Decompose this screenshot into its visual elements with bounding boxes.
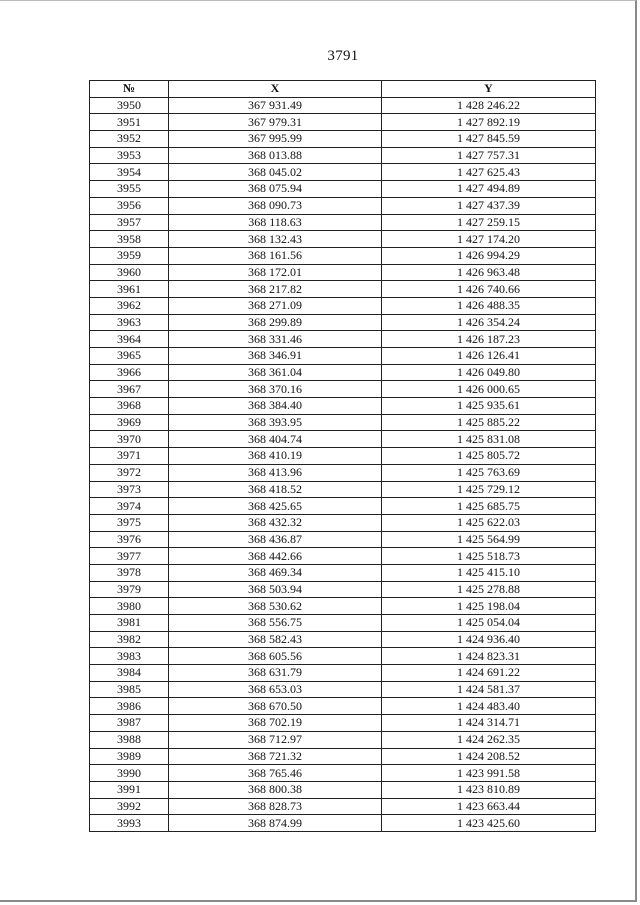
cell-y: 1 425 831.08 <box>382 431 596 448</box>
cell-y: 1 428 246.22 <box>382 97 596 114</box>
table-row <box>90 581 596 598</box>
table-row <box>90 815 596 832</box>
cell-y: 1 425 805.72 <box>382 448 596 465</box>
cell-x: 368 217.82 <box>169 281 382 298</box>
table-row <box>90 97 596 114</box>
cell-x: 368 712.97 <box>169 731 382 748</box>
cell-x: 368 605.56 <box>169 648 382 665</box>
cell-number: 3990 <box>90 765 169 782</box>
cell-number: 3953 <box>90 147 169 164</box>
cell-x: 368 530.62 <box>169 598 382 615</box>
cell-x: 368 410.19 <box>169 448 382 465</box>
cell-x: 368 432.32 <box>169 514 382 531</box>
cell-number: 3970 <box>90 431 169 448</box>
cell-x: 368 721.32 <box>169 748 382 765</box>
cell-number: 3958 <box>90 231 169 248</box>
cell-number: 3974 <box>90 498 169 515</box>
cell-x: 368 765.46 <box>169 765 382 782</box>
cell-number: 3961 <box>90 281 169 298</box>
cell-x: 368 045.02 <box>169 164 382 181</box>
table-row <box>90 498 596 515</box>
cell-number: 3978 <box>90 564 169 581</box>
cell-y: 1 424 691.22 <box>382 665 596 682</box>
table-row <box>90 464 596 481</box>
cell-y: 1 426 126.41 <box>382 348 596 365</box>
cell-x: 368 404.74 <box>169 431 382 448</box>
cell-x: 368 631.79 <box>169 665 382 682</box>
table-row <box>90 481 596 498</box>
cell-y: 1 424 936.40 <box>382 631 596 648</box>
cell-x: 368 582.43 <box>169 631 382 648</box>
table-row <box>90 164 596 181</box>
cell-x: 367 931.49 <box>169 97 382 114</box>
cell-number: 3954 <box>90 164 169 181</box>
cell-y: 1 423 810.89 <box>382 781 596 798</box>
cell-x: 368 075.94 <box>169 181 382 198</box>
table-row <box>90 398 596 415</box>
table-row <box>90 598 596 615</box>
cell-x: 368 702.19 <box>169 715 382 732</box>
cell-y: 1 426 994.29 <box>382 247 596 264</box>
cell-x: 368 503.94 <box>169 581 382 598</box>
cell-x: 367 995.99 <box>169 131 382 148</box>
cell-y: 1 427 494.89 <box>382 181 596 198</box>
table-row <box>90 781 596 798</box>
table-row <box>90 247 596 264</box>
cell-y: 1 427 757.31 <box>382 147 596 164</box>
header-x: X <box>169 81 382 98</box>
cell-y: 1 425 685.75 <box>382 498 596 515</box>
cell-number: 3982 <box>90 631 169 648</box>
table-row <box>90 564 596 581</box>
cell-number: 3972 <box>90 464 169 481</box>
cell-number: 3979 <box>90 581 169 598</box>
cell-y: 1 424 581.37 <box>382 681 596 698</box>
table-body <box>90 97 596 831</box>
cell-y: 1 425 935.61 <box>382 398 596 415</box>
cell-number: 3971 <box>90 448 169 465</box>
cell-x: 368 346.91 <box>169 348 382 365</box>
cell-y: 1 425 564.99 <box>382 531 596 548</box>
cell-y: 1 426 354.24 <box>382 314 596 331</box>
table-row <box>90 281 596 298</box>
table-row <box>90 798 596 815</box>
cell-x: 368 132.43 <box>169 231 382 248</box>
cell-x: 368 370.16 <box>169 381 382 398</box>
cell-x: 368 828.73 <box>169 798 382 815</box>
cell-number: 3969 <box>90 414 169 431</box>
cell-y: 1 427 625.43 <box>382 164 596 181</box>
cell-y: 1 427 845.59 <box>382 131 596 148</box>
cell-y: 1 424 208.52 <box>382 748 596 765</box>
cell-number: 3952 <box>90 131 169 148</box>
table-row <box>90 147 596 164</box>
cell-number: 3983 <box>90 648 169 665</box>
table-row <box>90 514 596 531</box>
cell-y: 1 426 187.23 <box>382 331 596 348</box>
cell-y: 1 426 000.65 <box>382 381 596 398</box>
cell-y: 1 423 425.60 <box>382 815 596 832</box>
table-row <box>90 531 596 548</box>
cell-y: 1 426 049.80 <box>382 364 596 381</box>
cell-y: 1 427 174.20 <box>382 231 596 248</box>
cell-x: 368 653.03 <box>169 681 382 698</box>
table-row <box>90 364 596 381</box>
table-row <box>90 615 596 632</box>
table-row <box>90 297 596 314</box>
table-row <box>90 414 596 431</box>
cell-y: 1 423 991.58 <box>382 765 596 782</box>
table-row <box>90 431 596 448</box>
table-row <box>90 731 596 748</box>
cell-x: 368 413.96 <box>169 464 382 481</box>
table-row <box>90 331 596 348</box>
cell-number: 3967 <box>90 381 169 398</box>
cell-y: 1 423 663.44 <box>382 798 596 815</box>
cell-number: 3993 <box>90 815 169 832</box>
cell-number: 3959 <box>90 247 169 264</box>
coordinates-table <box>89 80 596 832</box>
cell-number: 3977 <box>90 548 169 565</box>
cell-number: 3965 <box>90 348 169 365</box>
cell-x: 368 331.46 <box>169 331 382 348</box>
cell-x: 368 442.66 <box>169 548 382 565</box>
header-number: № <box>90 81 169 98</box>
cell-number: 3986 <box>90 698 169 715</box>
cell-number: 3992 <box>90 798 169 815</box>
cell-y: 1 425 415.10 <box>382 564 596 581</box>
cell-x: 368 384.40 <box>169 398 382 415</box>
cell-number: 3950 <box>90 97 169 114</box>
table-row <box>90 214 596 231</box>
table-row <box>90 264 596 281</box>
table-row <box>90 681 596 698</box>
cell-number: 3951 <box>90 114 169 131</box>
cell-x: 368 118.63 <box>169 214 382 231</box>
cell-x: 368 425.65 <box>169 498 382 515</box>
cell-number: 3966 <box>90 364 169 381</box>
cell-number: 3976 <box>90 531 169 548</box>
cell-x: 367 979.31 <box>169 114 382 131</box>
cell-x: 368 361.04 <box>169 364 382 381</box>
cell-number: 3985 <box>90 681 169 698</box>
cell-x: 368 874.99 <box>169 815 382 832</box>
table-row <box>90 114 596 131</box>
cell-x: 368 013.88 <box>169 147 382 164</box>
table-header-row <box>90 81 596 98</box>
cell-number: 3981 <box>90 615 169 632</box>
cell-x: 368 556.75 <box>169 615 382 632</box>
cell-x: 368 800.38 <box>169 781 382 798</box>
cell-y: 1 425 763.69 <box>382 464 596 481</box>
cell-y: 1 425 885.22 <box>382 414 596 431</box>
cell-number: 3980 <box>90 598 169 615</box>
cell-y: 1 424 483.40 <box>382 698 596 715</box>
table-row <box>90 448 596 465</box>
table-row <box>90 348 596 365</box>
cell-y: 1 424 262.35 <box>382 731 596 748</box>
cell-number: 3956 <box>90 197 169 214</box>
table-row <box>90 231 596 248</box>
cell-y: 1 427 259.15 <box>382 214 596 231</box>
cell-x: 368 271.09 <box>169 297 382 314</box>
cell-x: 368 393.95 <box>169 414 382 431</box>
header-y: Y <box>382 81 596 98</box>
cell-y: 1 425 198.04 <box>382 598 596 615</box>
cell-y: 1 427 437.39 <box>382 197 596 214</box>
cell-y: 1 424 823.31 <box>382 648 596 665</box>
cell-number: 3984 <box>90 665 169 682</box>
cell-x: 368 418.52 <box>169 481 382 498</box>
cell-number: 3955 <box>90 181 169 198</box>
cell-y: 1 426 488.35 <box>382 297 596 314</box>
cell-x: 368 436.87 <box>169 531 382 548</box>
cell-number: 3988 <box>90 731 169 748</box>
cell-y: 1 425 622.03 <box>382 514 596 531</box>
table-row <box>90 197 596 214</box>
cell-y: 1 425 278.88 <box>382 581 596 598</box>
cell-number: 3973 <box>90 481 169 498</box>
cell-x: 368 299.89 <box>169 314 382 331</box>
table-row <box>90 748 596 765</box>
cell-x: 368 172.01 <box>169 264 382 281</box>
table-row <box>90 181 596 198</box>
cell-x: 368 469.34 <box>169 564 382 581</box>
cell-number: 3975 <box>90 514 169 531</box>
table-row <box>90 548 596 565</box>
cell-y: 1 426 963.48 <box>382 264 596 281</box>
cell-y: 1 425 729.12 <box>382 481 596 498</box>
page-number: 3791 <box>327 48 359 64</box>
cell-number: 3968 <box>90 398 169 415</box>
table-row <box>90 631 596 648</box>
table-row <box>90 698 596 715</box>
cell-number: 3991 <box>90 781 169 798</box>
cell-number: 3957 <box>90 214 169 231</box>
table-row <box>90 648 596 665</box>
table-row <box>90 665 596 682</box>
cell-x: 368 161.56 <box>169 247 382 264</box>
cell-number: 3987 <box>90 715 169 732</box>
cell-number: 3964 <box>90 331 169 348</box>
table-row <box>90 765 596 782</box>
cell-x: 368 670.50 <box>169 698 382 715</box>
table-row <box>90 381 596 398</box>
cell-y: 1 424 314.71 <box>382 715 596 732</box>
cell-x: 368 090.73 <box>169 197 382 214</box>
cell-y: 1 425 518.73 <box>382 548 596 565</box>
cell-number: 3962 <box>90 297 169 314</box>
cell-number: 3989 <box>90 748 169 765</box>
cell-y: 1 427 892.19 <box>382 114 596 131</box>
cell-y: 1 426 740.66 <box>382 281 596 298</box>
table-row <box>90 314 596 331</box>
cell-y: 1 425 054.04 <box>382 615 596 632</box>
table-row <box>90 715 596 732</box>
cell-number: 3960 <box>90 264 169 281</box>
table-row <box>90 131 596 148</box>
cell-number: 3963 <box>90 314 169 331</box>
